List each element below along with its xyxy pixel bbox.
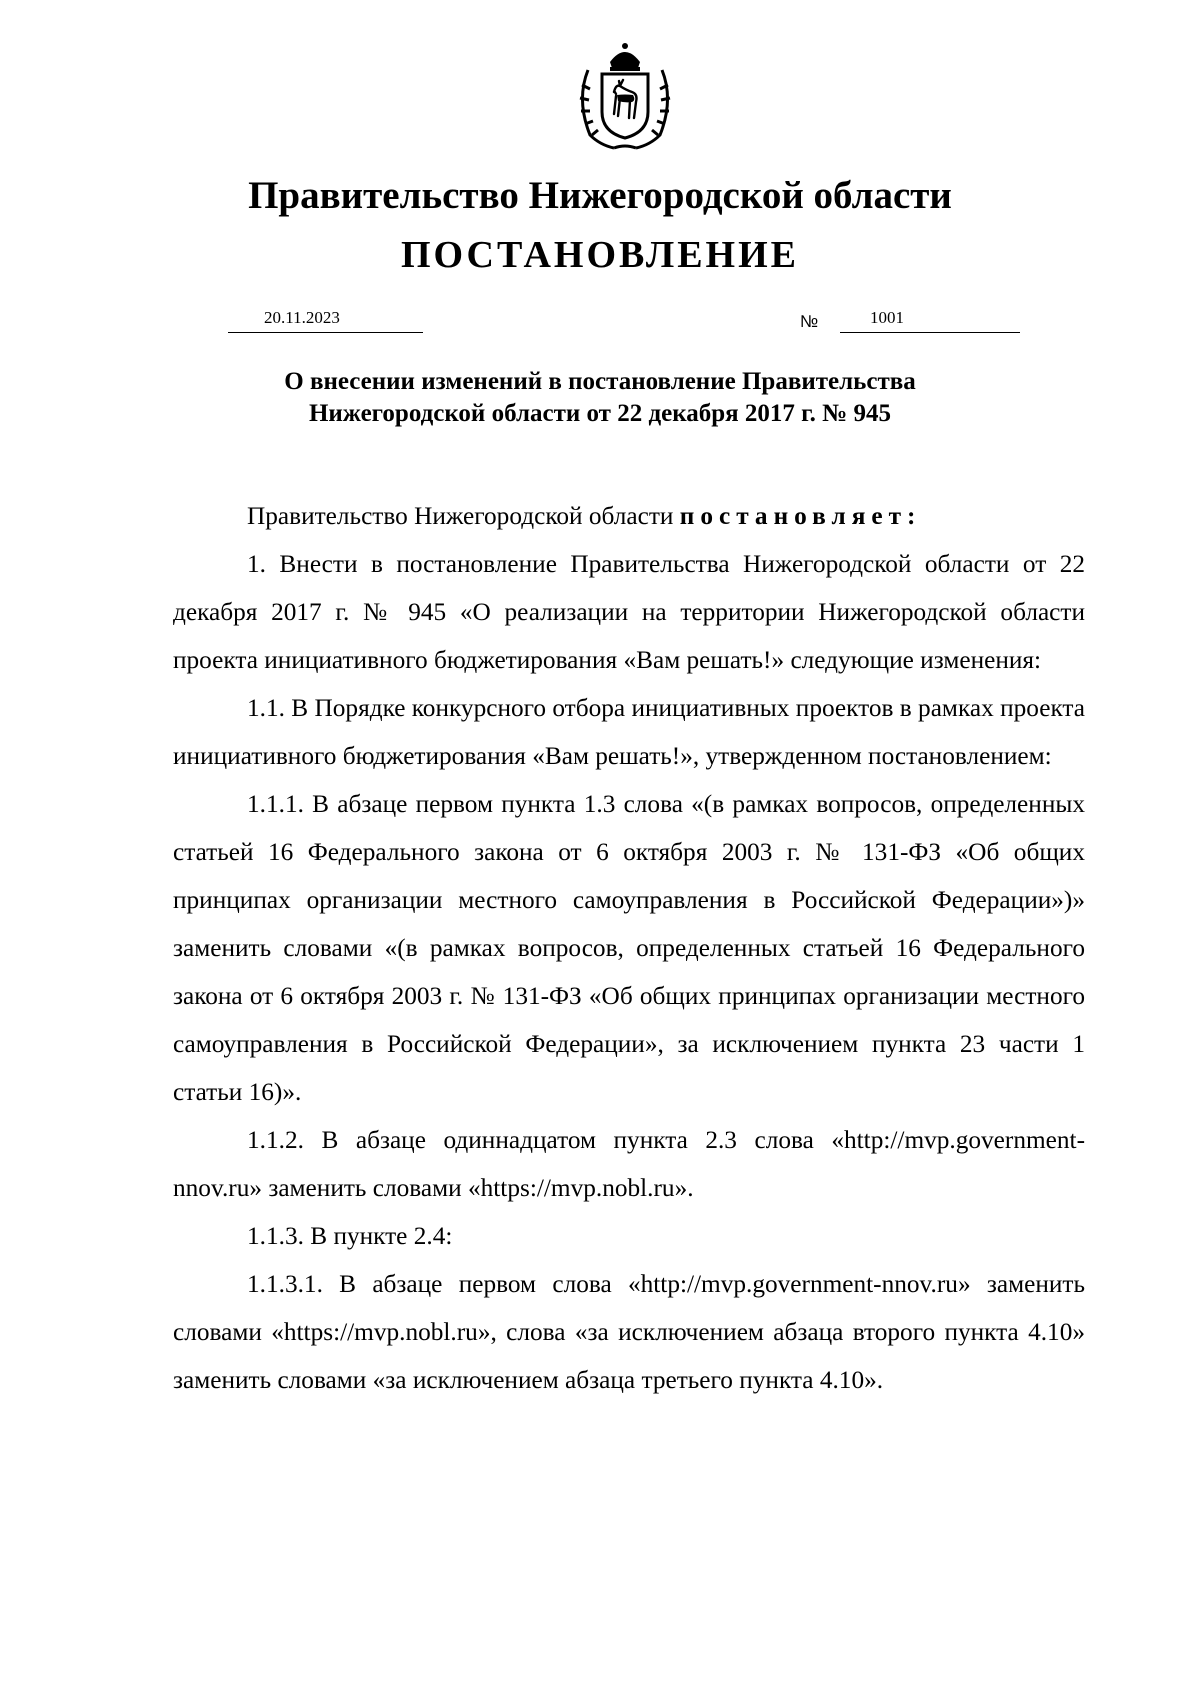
coat-of-arms-emblem [570, 40, 680, 152]
document-number: 1001 [870, 308, 904, 327]
number-label: № [800, 312, 819, 331]
paragraph-1-1-3: 1.1.3. В пункте 2.4: [247, 1222, 453, 1250]
preamble-paragraph [173, 492, 1085, 540]
document-subject [0, 366, 1200, 430]
paragraph-1-1-3-1: 1.1.3.1. В абзаце первом слова «http://mvp.government-nnov.ru» заменить словами «https://mvp.nobl.ru», слова «за исключением абзаца второго пункта 4.10» заменить словами «за исключением абзаца третьего пункта 4.10». [173, 1270, 1085, 1394]
subject-line-1: О внесении изменений в постановление Правительства [284, 368, 916, 395]
document-date: 20.11.2023 [264, 308, 340, 327]
preamble-prefix: Правительство Нижегородской области [247, 502, 674, 530]
document-number-field [840, 308, 1020, 333]
paragraph-1-1-2: 1.1.2. В абзаце одиннадцатом пункта 2.3 слова «http://mvp.government-nnov.ru» заменить словами «https://mvp.nobl.ru». [173, 1126, 1085, 1202]
coat-of-arms-icon [570, 40, 680, 152]
preamble-verb: постановляет: [679, 502, 922, 530]
paragraph-1-1: 1.1. В Порядке конкурсного отбора инициативных проектов в рамках проекта инициативного бюджетирования «Вам решать!», утвержденном постановлением: [173, 694, 1085, 770]
paragraph-1-1-1: 1.1.1. В абзаце первом пункта 1.3 слова «(в рамках вопросов, определенных статьей 16 Федерального закона от 6 октября 2003 г. № 131-ФЗ «Об общих принципах организации местного самоуправления в Российской Федерации»)» заменить словами «(в рамках вопросов, определенных статьей 16 Федерального закона от 6 октября 2003 г. № 131-ФЗ «Об общих принципах организации местного самоуправления в Российской Федерации», за исключением пункта 23 части 1 статьи 16)». [173, 790, 1085, 1106]
document-body [173, 492, 1085, 1404]
paragraph-1: 1. Внести в постановление Правительства Нижегородской области от 22 декабря 2017 г. № 945 «О реализации на территории Нижегородской области проекта инициативного бюджетирования «Вам решать!» следующие изменения: [173, 550, 1085, 674]
subject-line-2: Нижегородской области от 22 декабря 2017 г. № 945 [308, 400, 892, 427]
document-type-title: ПОСТАНОВЛЕНИЕ [400, 234, 800, 276]
organization-title: Правительство Нижегородской области [248, 174, 952, 217]
document-date-field [228, 308, 423, 333]
